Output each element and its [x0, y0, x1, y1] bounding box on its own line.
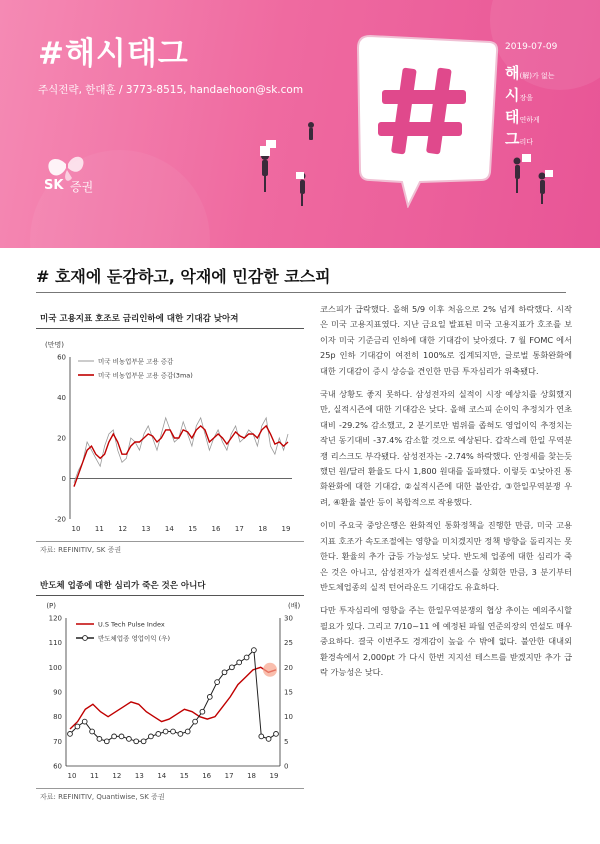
data-point [104, 739, 109, 744]
y-tick-label: 60 [53, 762, 62, 771]
x-tick-label: 14 [164, 525, 174, 533]
data-point [163, 729, 168, 734]
x-tick-label: 18 [247, 772, 257, 780]
x-tick-label: 19 [269, 772, 279, 780]
chart2-source: 자료: REFINITIV, Quantiwise, SK 증권 [36, 788, 304, 802]
y-tick-label: -20 [54, 515, 66, 524]
data-point [82, 719, 87, 724]
legend-label: 미국 비농업부문 고용 증감(3ma) [98, 371, 193, 380]
y-tick-label: 70 [53, 737, 62, 746]
article-headline: # 호재에 둔감하고, 악재에 민감한 코스피 [36, 267, 331, 286]
tagline-line: 그리다 [505, 130, 534, 148]
data-point [207, 695, 212, 700]
x-tick-label: 11 [89, 772, 99, 780]
legend-marker [83, 636, 88, 641]
header-banner [0, 0, 600, 248]
data-point [222, 670, 227, 675]
y2-tick-label: 20 [284, 663, 293, 672]
y-tick-label: 20 [57, 434, 66, 443]
y-tick-label: 100 [48, 663, 62, 672]
x-tick-label: 16 [211, 525, 221, 533]
data-point [119, 734, 124, 739]
chart1-svg [36, 329, 304, 537]
legend-label: 반도체업종 영업이익 (우) [98, 634, 170, 643]
data-point [237, 660, 242, 665]
y2-tick-label: 5 [284, 737, 289, 746]
data-point [156, 732, 161, 737]
data-point [141, 739, 146, 744]
x-tick-label: 13 [134, 772, 144, 780]
y-tick-label: 40 [57, 394, 66, 402]
y-tick-label: 120 [48, 614, 62, 623]
x-tick-label: 12 [118, 525, 128, 533]
hashtag-bubble-icon [350, 30, 500, 208]
y2-tick-label: 30 [284, 614, 293, 623]
y2-tick-label: 10 [284, 713, 293, 722]
y-tick-label: 60 [57, 353, 66, 362]
data-point [185, 729, 190, 734]
x-tick-label: 13 [141, 525, 151, 533]
data-point [171, 729, 176, 734]
report-title: #해시태그 [38, 36, 189, 72]
data-point [230, 665, 235, 670]
chart2 [36, 596, 304, 788]
tagline-line: 시장을 [505, 86, 534, 104]
y2-tick-label: 15 [284, 688, 293, 697]
brand-name: 증권 [70, 180, 94, 194]
data-point [90, 729, 95, 734]
x-tick-label: 14 [157, 772, 167, 780]
y-axis-label: (만명) [45, 341, 64, 349]
x-tick-label: 12 [112, 772, 122, 780]
x-tick-label: 18 [258, 525, 268, 533]
x-tick-label: 17 [234, 525, 244, 533]
data-point [178, 732, 183, 737]
highlight-marker [263, 663, 277, 677]
y-tick-label: 80 [53, 713, 62, 722]
y2-tick-label: 0 [284, 762, 289, 771]
legend-label: 미국 비농업부문 고용 증감 [98, 357, 174, 366]
x-tick-label: 17 [224, 772, 234, 780]
data-point [200, 709, 205, 714]
chart2-title: 반도체 업종에 대한 심리가 죽은 것은 아니다 [36, 567, 304, 596]
chart1-source: 자료: REFINITIV, SK 증권 [36, 541, 304, 555]
x-tick-label: 16 [202, 772, 212, 780]
data-point [215, 680, 220, 685]
sk-logo-text: SK [44, 178, 64, 193]
series-line [74, 426, 288, 487]
paragraph: 코스피가 급락했다. 올해 5/9 이후 처음으로 2% 넘게 하락했다. 시작은 미국 고용지표였다. 지난 금요일 발표된 미국 고용지표가 호조를 보이자 미국 기준금리 인하에 대한 기대감이 낮아졌다. 7 월 FOMC 에서 25p 인하 기대감이 여전히 100%로 집계되지만, 글로벌 통화완화에 대한 기대감이 증시 상승을 견인한 만큼 투자심리가 위축됐다. [320, 304, 572, 376]
data-point [259, 734, 264, 739]
data-point [266, 737, 271, 742]
series-line [70, 667, 276, 729]
chart1 [36, 329, 304, 541]
data-point [274, 732, 279, 737]
tagline-line: 태연하게 [505, 108, 540, 126]
author-line: 주식전략, 한대훈 / 3773-8515, handaehoon@sk.com [38, 84, 304, 96]
x-tick-label: 19 [281, 525, 291, 533]
data-point [244, 655, 249, 660]
report-date: 2019-07-09 [505, 42, 558, 52]
chart1-title: 미국 고용지표 호조로 금리인하에 대한 기대감 낮아져 [36, 300, 304, 329]
data-point [134, 739, 139, 744]
data-point [252, 648, 257, 653]
tagline [505, 62, 595, 150]
paragraph: 이미 주요국 중앙은행은 완화적인 통화정책을 진행한 만큼, 미국 고용지표 호조가 속도조절에는 영향을 미치겠지만 정책 방향을 돌리지는 못한다. 환율의 추가 급등 가능성도 낮다. 반도체 업종에 대한 심리가 죽은 것은 아니고, 삼성전자가 실적컨센서스를 상회한 만큼, 3 분기부터 반도체업종의 실적 턴어라운드 기대감도 유효하다. [320, 520, 572, 592]
y2-axis-label: (배) [288, 602, 301, 610]
headline-divider [36, 292, 566, 293]
y-axis-label: (P) [46, 602, 56, 610]
series-line [70, 650, 276, 741]
paragraph: 국내 상황도 좋지 못하다. 삼성전자의 실적이 시장 예상치를 상회했지만, 실적시즌에 대한 기대감은 낮다. 올해 코스피 순이익 추정치가 연초대비 -29.2% 감소했고, 2 분기로만 범위를 좁혀도 영업이익 추정치는 작년 동기대비 -37.4% 감소할 것으로 예상된다. 갑작스레 한일 무역분쟁 리스크도 부각됐다. 삼성전자는 -2.74% 하락했다. 안정세를 찾는듯했던 원/달러 환율도 다시 1,800 원대를 돌파했다. 이렇듯 ①낮아진 통화완화에 대한 기대감, ②실적시즌에 대한 불안감, ③한일무역분쟁 우려, ④환율 불안 등이 복합적으로 작용했다. [320, 389, 572, 507]
x-tick-label: 10 [67, 772, 77, 780]
x-tick-label: 15 [188, 525, 198, 533]
x-tick-label: 11 [94, 525, 104, 533]
paragraph: 다만 투자심리에 영향을 주는 한일무역분쟁의 협상 추이는 예의주시할 필요가 있다. 그리고 7/10~11 에 예정된 파월 연준의장의 연설도 매우 중요하다. 결국 이번주도 경계감이 높을 수 밖에 없다. 불안한 대내외 환경속에서 2,000pt 가 다시 한번 지지선 테스트를 받겠지만 추가 급락 가능성은 낮다. [320, 605, 572, 677]
tagline-line: 해(解)가 없는 [505, 64, 555, 82]
y2-tick-label: 25 [284, 639, 293, 648]
data-point [68, 732, 73, 737]
data-point [97, 737, 102, 742]
charts-column [36, 300, 304, 802]
data-point [112, 734, 117, 739]
x-tick-label: 15 [179, 772, 189, 780]
data-point [127, 737, 132, 742]
data-point [75, 724, 80, 729]
chart2-svg [36, 596, 304, 784]
data-point [193, 719, 198, 724]
legend-label: U.S Tech Pulse Index [98, 620, 165, 629]
y-tick-label: 110 [48, 639, 62, 648]
y-tick-label: 0 [61, 475, 66, 483]
data-point [149, 734, 154, 739]
x-tick-label: 10 [71, 525, 81, 533]
article-body [320, 302, 572, 688]
y-tick-label: 90 [53, 688, 62, 697]
